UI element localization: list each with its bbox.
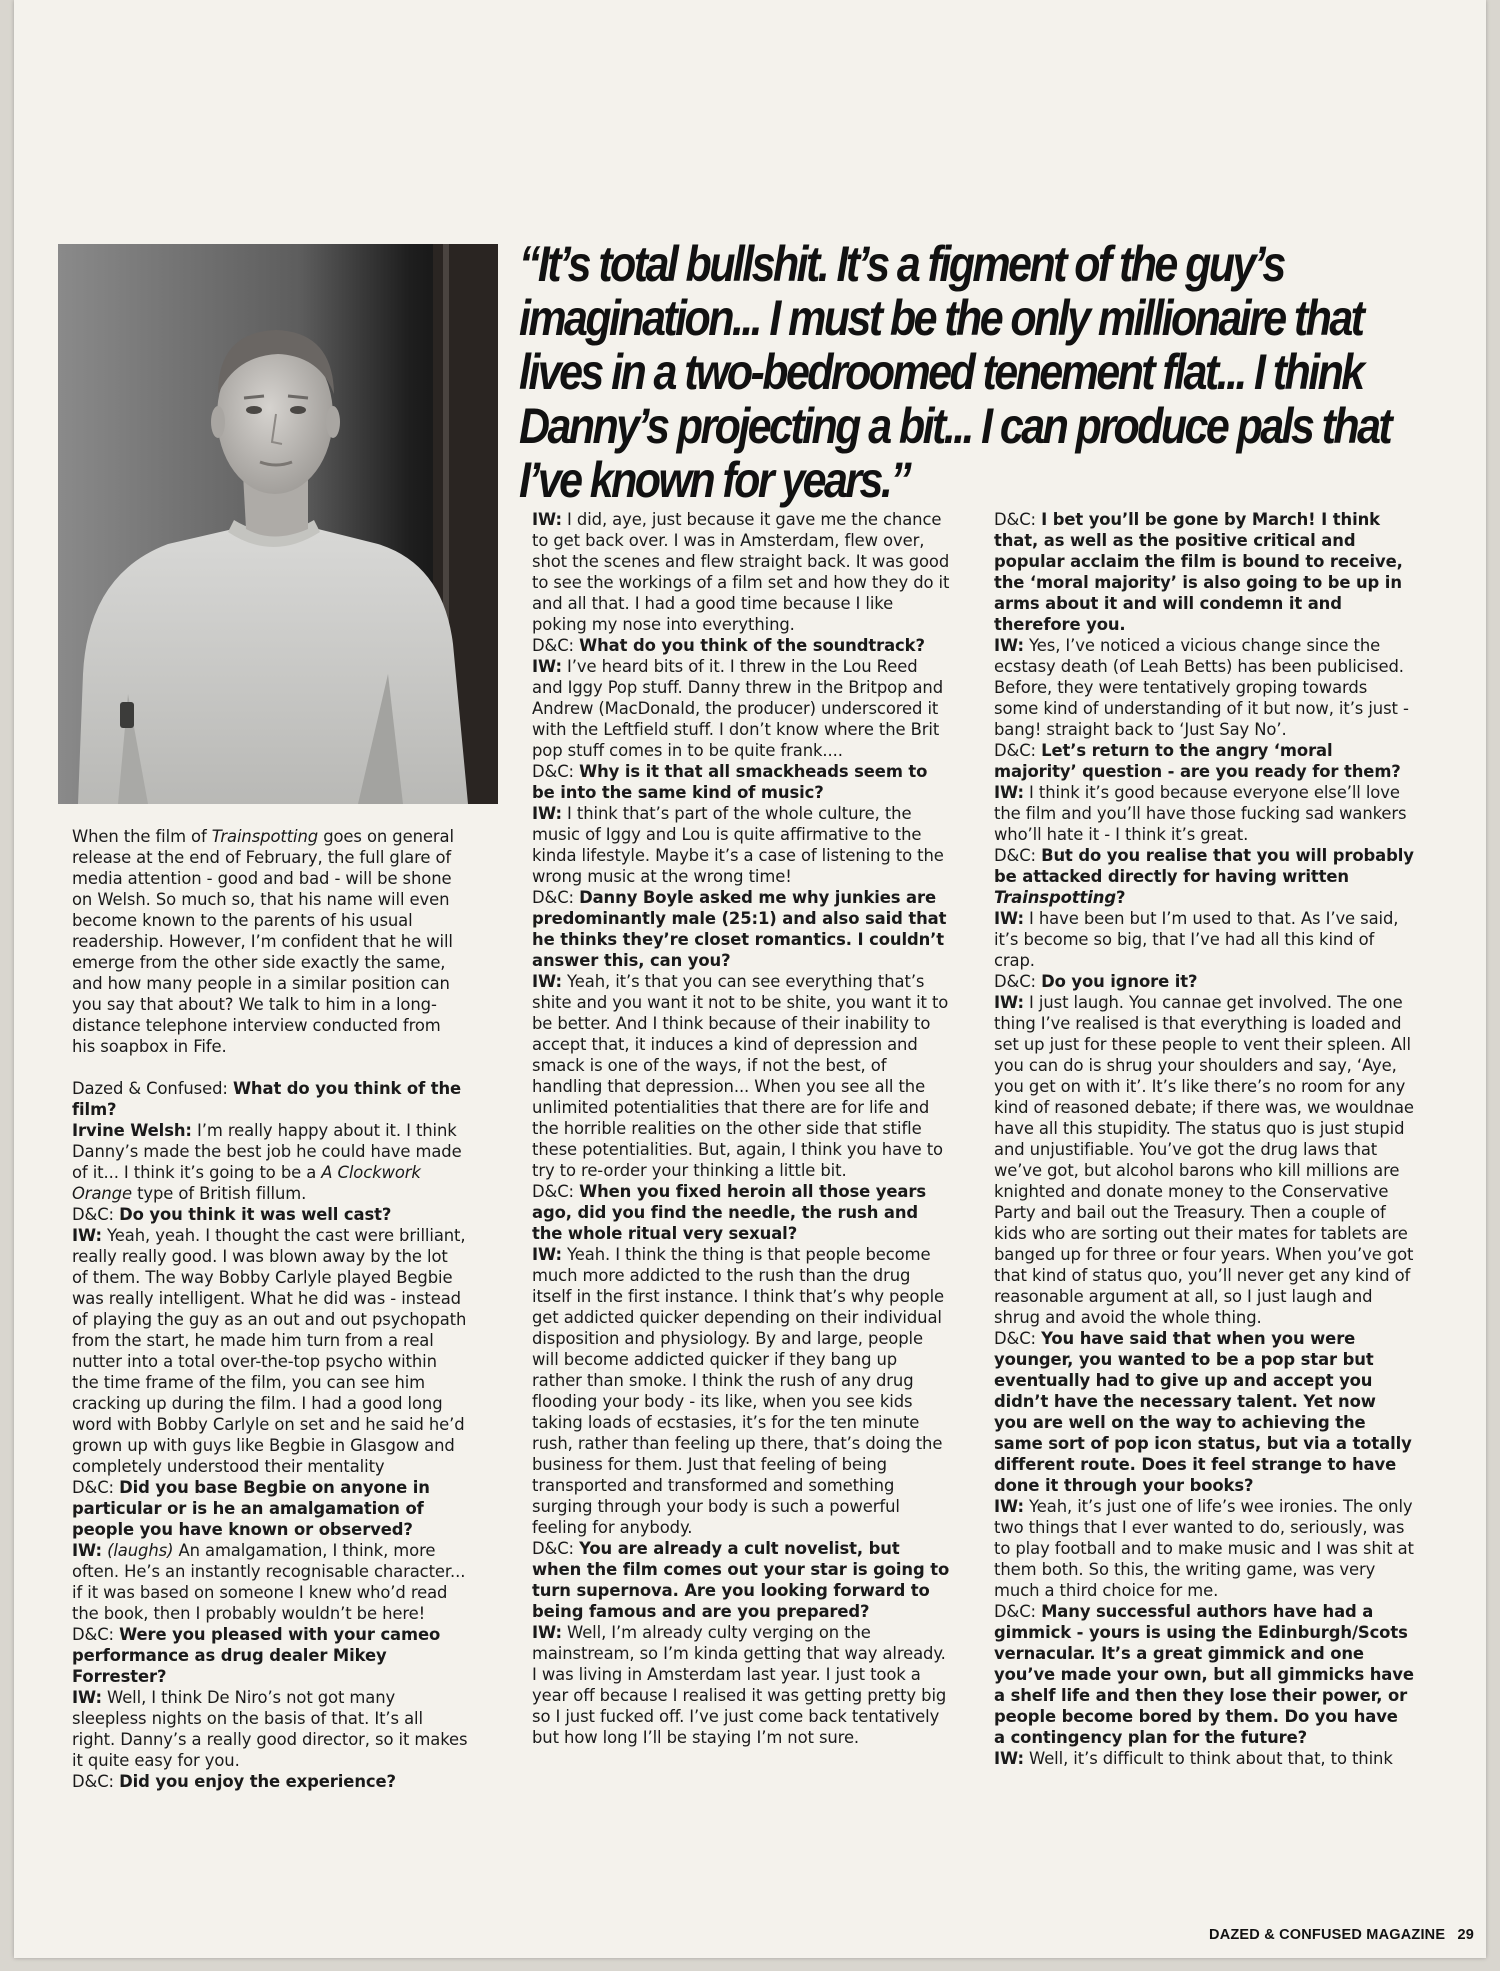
article-paragraph: D&C: But do you realise that you will probably be attacked directly for having written Trainspotting? [994, 846, 1414, 907]
article-paragraph: IW: (laughs) An amalgamation, I think, more often. He’s an instantly recognisable character... if it was based on someone I knew who’d read the book, then I probably wouldn’t be here! [72, 1541, 466, 1623]
article-paragraph: D&C: You are already a cult novelist, but when the film comes out your star is going to turn supernova. Are you looking forward to being famous and are you prepared? [532, 1539, 950, 1621]
article-paragraph: D&C: When you fixed heroin all those years ago, did you find the needle, the rush and the whole ritual very sexual? [532, 1182, 926, 1243]
article-paragraph: D&C: Did you enjoy the experience? [72, 1772, 396, 1791]
publication-name: DAZED & CONFUSED MAGAZINE [1209, 1927, 1446, 1943]
article-paragraph: D&C: I bet you’ll be gone by March! I think that, as well as the positive critical and popular acclaim the film is bound to receive, the ‘moral majority’ is also going to be up in arms about it and will condemn it and therefore you. [994, 510, 1403, 634]
article-paragraph: IW: Well, I’m already culty verging on the mainstream, so I’m kinda getting that way already. I was living in Amsterdam last year. I just took a year off because I realised it was getting pretty big so I just fucked off. I’ve just come back tentatively but how long I’ll be staying I’m not sure. [532, 1623, 947, 1747]
article-paragraph: D&C: Let’s return to the angry ‘moral majority’ question - are you ready for them? [994, 741, 1401, 781]
article-paragraph: D&C: Were you pleased with your cameo performance as drug dealer Mikey Forrester? [72, 1625, 441, 1686]
page-footer [1144, 1927, 1474, 1943]
article-paragraph: D&C: Do you ignore it? [994, 972, 1198, 991]
article-paragraph: IW: Yeah. I think the thing is that people become much more addicted to the rush than the drug itself in the first instance. I think that’s why people get addicted quicker depending on their individual disposition and physiology. By and large, people will become addicted quicker if they bang up rather than smoke. I think the rush of any drug flooding your body - its like, when you see kids taking loads of ecstasies, it’s for the ten minute rush, rather than feeling up there, that’s doing the business for them. Just that feeling of being transported and transformed and something surging through your body is such a powerful feeling for anybody. [532, 1245, 945, 1537]
article-paragraph: Irvine Welsh: I’m really happy about it. I think Danny’s made the best job he could have made of it... I think it’s going to be a A Clockwork Orange type of British fillum. [72, 1121, 462, 1203]
article-paragraph: IW: I think it’s good because everyone else’ll love the film and you’ll have those fucking sad wankers who’ll hate it - I think it’s great. [994, 783, 1407, 844]
page-number: 29 [1457, 1927, 1474, 1943]
article-paragraph: IW: I just laugh. You cannae get involved. The one thing I’ve realised is that everything is loaded and set up just for these people to vent their spleen. All you can do is shrug your shoulders and say, ‘Aye, you get on with it’. It’s like there’s no room for any kind of reasoned debate; if there was, we wouldnae have all this stupidity. The status quo is just stupid and unjustifiable. You’ve got the drug laws that we’ve got, but alcohol barons who kill millions are knighted and donate money to the Conservative Party and bail out the Treasury. Then a couple of kids who are sorting out their mates for tablets are banged up for three or four years. When you’ve got that kind of status quo, you’ll never get any kind of reasonable argument at all, so I just laugh and shrug and avoid the whole thing. [994, 993, 1414, 1327]
portrait-photo [58, 244, 498, 804]
article-column-3 [994, 509, 1414, 1769]
article-column-1 [72, 826, 468, 1792]
article-paragraph: IW: Yes, I’ve noticed a vicious change since the ecstasy death (of Leah Betts) has been publicised. Before, they were tentatively groping towards some kind of understanding of it but now, it’s just - bang! straight back to ‘Just Say No’. [994, 636, 1409, 739]
article-paragraph: IW: I have been but I’m used to that. As I’ve said, it’s become so big, that I’ve had all this kind of crap. [994, 909, 1399, 970]
paragraph-gap [72, 1057, 468, 1078]
article-paragraph: IW: Well, it’s difficult to think about that, to think [994, 1749, 1393, 1768]
article-paragraph: IW: I think that’s part of the whole culture, the music of Iggy and Lou is quite affirmative to the kinda lifestyle. Maybe it’s a case of listening to the wrong music at the wrong time! [532, 804, 944, 886]
article-paragraph: IW: I’ve heard bits of it. I threw in the Lou Reed and Iggy Pop stuff. Danny threw in the Britpop and Andrew (MacDonald, the producer) underscored it with the Leftfield stuff. I don’t know where the Brit pop stuff comes in to be quite frank.... [532, 657, 944, 760]
pull-quote: “It’s total bullshit. It’s a figment of the guy’s imagination... I must be the only millionaire that lives in a two-bedroomed tenement flat... I think Danny’s projecting a bit... I can produce pals that I’ve known for years.” [519, 236, 1391, 508]
article-paragraph: D&C: Did you base Begbie on anyone in particular or is he an amalgamation of people you have known or observed? [72, 1478, 430, 1539]
article-paragraph: D&C: Why is it that all smackheads seem to be into the same kind of music? [532, 762, 928, 802]
article-paragraph: D&C: You have said that when you were younger, you wanted to be a pop star but eventually had to give up and accept you didn’t have the necessary talent. Yet now you are well on the way to achieving the same sort of pop icon status, but via a totally different route. Does it feel strange to have done it through your books? [994, 1329, 1412, 1495]
magazine-page [14, 0, 1486, 1958]
article-paragraph: D&C: What do you think of the soundtrack? [532, 636, 925, 655]
article-column-2 [532, 509, 952, 1748]
article-paragraph: D&C: Many successful authors have had a gimmick - yours is using the Edinburgh/Scots vernacular. It’s a great gimmick and one you’ve made your own, but all gimmicks have a shelf life and then they lose their power, or people become bored by them. Do you have a contingency plan for the future? [994, 1602, 1414, 1747]
article-paragraph: IW: I did, aye, just because it gave me the chance to get back over. I was in Amsterdam, flew over, shot the scenes and flew straight back. It was good to see the workings of a film set and how they do it and all that. I had a good time because I like poking my nose into everything. [532, 510, 950, 634]
article-paragraph: When the film of Trainspotting goes on general release at the end of February, the full glare of media attention - good and bad - will be shone on Welsh. So much so, that his name will even become known to the parents of his usual readership. However, I’m confident that he will emerge from the other side exactly the same, and how many people in a similar position can you say that about? We talk to him in a long-distance telephone interview conducted from his soapbox in Fife. [72, 827, 454, 1056]
article-paragraph: IW: Yeah, it’s just one of life’s wee ironies. The only two things that I ever wanted to do, seriously, was to play football and to make music and I was shit at them both. So this, the writing game, was very much a third choice for me. [994, 1497, 1414, 1600]
article-paragraph: IW: Well, I think De Niro’s not got many sleepless nights on the basis of that. It’s all right. Danny’s a really good director, so it makes it quite easy for you. [72, 1688, 468, 1770]
article-paragraph: D&C: Do you think it was well cast? [72, 1205, 392, 1224]
article-paragraph: Dazed & Confused: What do you think of the film? [72, 1079, 462, 1119]
article-paragraph: IW: Yeah, yeah. I thought the cast were brilliant, really really good. I was blown away by the lot of them. The way Bobby Carlyle played Begbie was really intelligent. What he did was - instead of playing the guy as an out and out psychopath from the start, he made him turn from a real nutter into a total over-the-top psycho within the time frame of the film, you can see him cracking up during the film. I had a good long word with Bobby Carlyle on set and he said he’d grown up with guys like Begbie in Glasgow and completely understood their mentality [72, 1226, 467, 1476]
article-paragraph: IW: Yeah, it’s that you can see everything that’s shite and you want it not to be shite, you want it to be better. And I think because of their inability to accept that, it induces a kind of depression and smack is one of the ways, if not the best, of handling that depression... When you see all the unlimited potentialities that there are for life and the horrible realities on the other side that stifle these potentialities. But, again, I think you have to try to re-order your thinking a little bit. [532, 972, 949, 1180]
article-paragraph: D&C: Danny Boyle asked me why junkies are predominantly male (25:1) and also said that he thinks they’re closet romantics. I couldn’t answer this, can you? [532, 888, 947, 970]
